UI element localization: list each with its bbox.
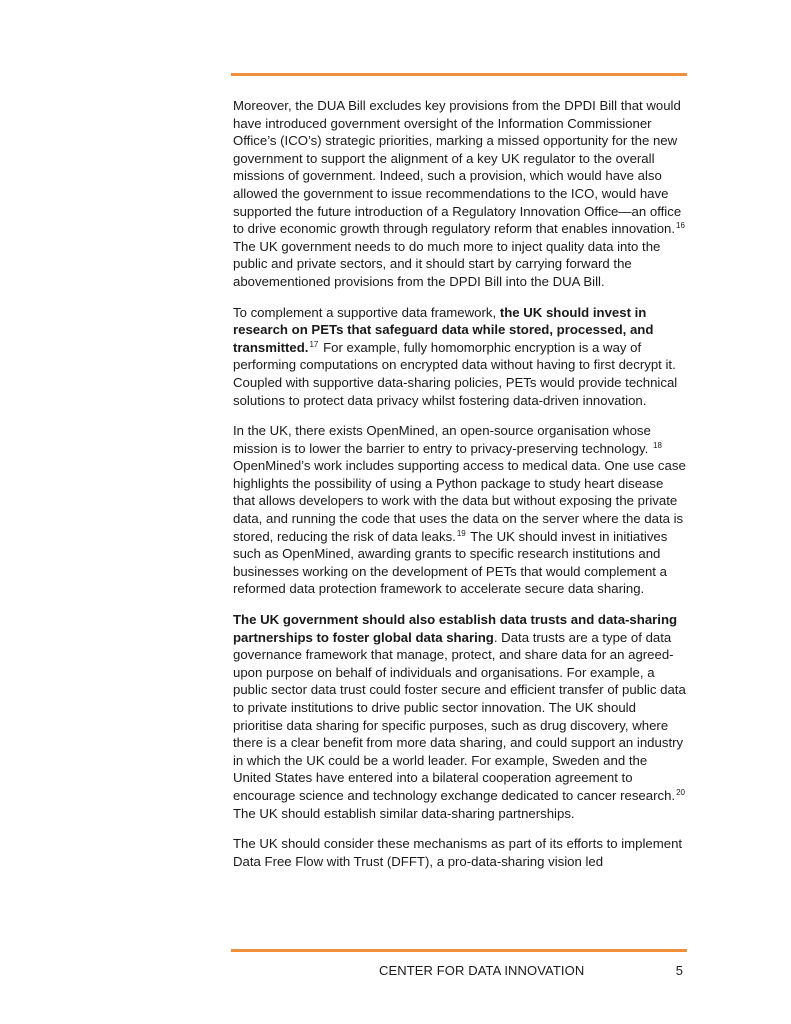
paragraph-text: The UK should establish similar data-sharing partnerships. (233, 805, 575, 821)
bold-recommendation: the UK should invest in research on PETs that safeguard data while stored, processed, and transmitted. (233, 304, 654, 355)
footnote-ref[interactable]: 19 (456, 528, 466, 538)
paragraph-pets (233, 304, 687, 410)
footnote-ref[interactable]: 17 (309, 339, 319, 349)
paragraph-dfft (233, 835, 687, 870)
header-rule (231, 73, 687, 76)
page-number: 5 (675, 963, 683, 978)
paragraph-text: The UK government needs to do much more to inject quality data into the public and private sectors, and it should start by carrying forward the abovementioned provisions from the DPDI Bill into the DUA Bill. (233, 238, 661, 289)
paragraph-text: The UK should consider these mechanisms as part of its efforts to implement Data Free Flow with Trust (DFFT), a pro-data-sharing vision led (233, 836, 683, 869)
paragraph-text: . Data trusts are a type of data governance framework that manage, protect, and share data for an agreed-upon purpose on behalf of individuals and organisations. For example, a public sector data trust could foster secure and efficient transfer of public data to private institutions to drive public sector innovation. The UK should prioritise data sharing for specific purposes, such as drug discovery, where there is a clear benefit from more data sharing, and could support an industry in which the UK could be a world leader. For example, Sweden and the United States have entered into a bilateral cooperation agreement to encourage science and technology exchange dedicated to cancer research. (233, 629, 686, 803)
paragraph-text: Moreover, the DUA Bill excludes key provisions from the DPDI Bill that would have introduced government oversight of the Information Commissioner Office’s (ICO’s) strategic priorities, marking a missed opportunity for the new government to support the alignment of a key UK regulator to the overall missions of government. Indeed, such a provision, which would have also allowed the government to issue recommendations to the ICO, would have supported the future introduction of a Regulatory Innovation Office—an office to drive economic growth through regulatory reform that enables innovation. (233, 98, 682, 237)
paragraph-text: In the UK, there exists OpenMined, an open-source organisation whose mission is to lower the barrier to entry to privacy-preserving technology. (233, 423, 651, 456)
bold-recommendation: The UK government should also establish data trusts and data-sharing partnerships to foster global data sharing (233, 612, 678, 645)
footer-rule (231, 949, 687, 952)
footnote-ref[interactable]: 16 (676, 221, 685, 231)
paragraph-openmined (233, 422, 687, 598)
footnote-ref[interactable]: 20 (676, 787, 685, 797)
paragraph-data-trusts (233, 611, 687, 822)
paragraph-dua-bill (233, 97, 687, 291)
footer-organization: CENTER FOR DATA INNOVATION (379, 963, 585, 978)
paragraph-text: The UK should invest in initiatives such as OpenMined, awarding grants to specific research institutions and businesses working on the development of PETs that would complement a reformed data protection framework to accelerate secure data sharing. (233, 528, 668, 597)
paragraph-text: For example, fully homomorphic encryption is a way of performing computations on encrypted data without having to first decrypt it. Coupled with supportive data-sharing policies, PETs would provide technical solutions to protect data privacy whilst fostering data-driven innovation. (233, 339, 678, 408)
body-text (233, 97, 687, 882)
page-footer (231, 961, 687, 981)
footnote-ref[interactable]: 18 (653, 440, 662, 450)
paragraph-text: To complement a supportive data framework, (233, 304, 500, 320)
paragraph-text: OpenMined’s work includes supporting access to medical data. One use case highlights the possibility of using a Python package to study heart disease that allows developers to work with the data but without exposing the private data, and running the code that uses the data on the server where the data is stored, reducing the risk of data leaks. (233, 458, 686, 544)
